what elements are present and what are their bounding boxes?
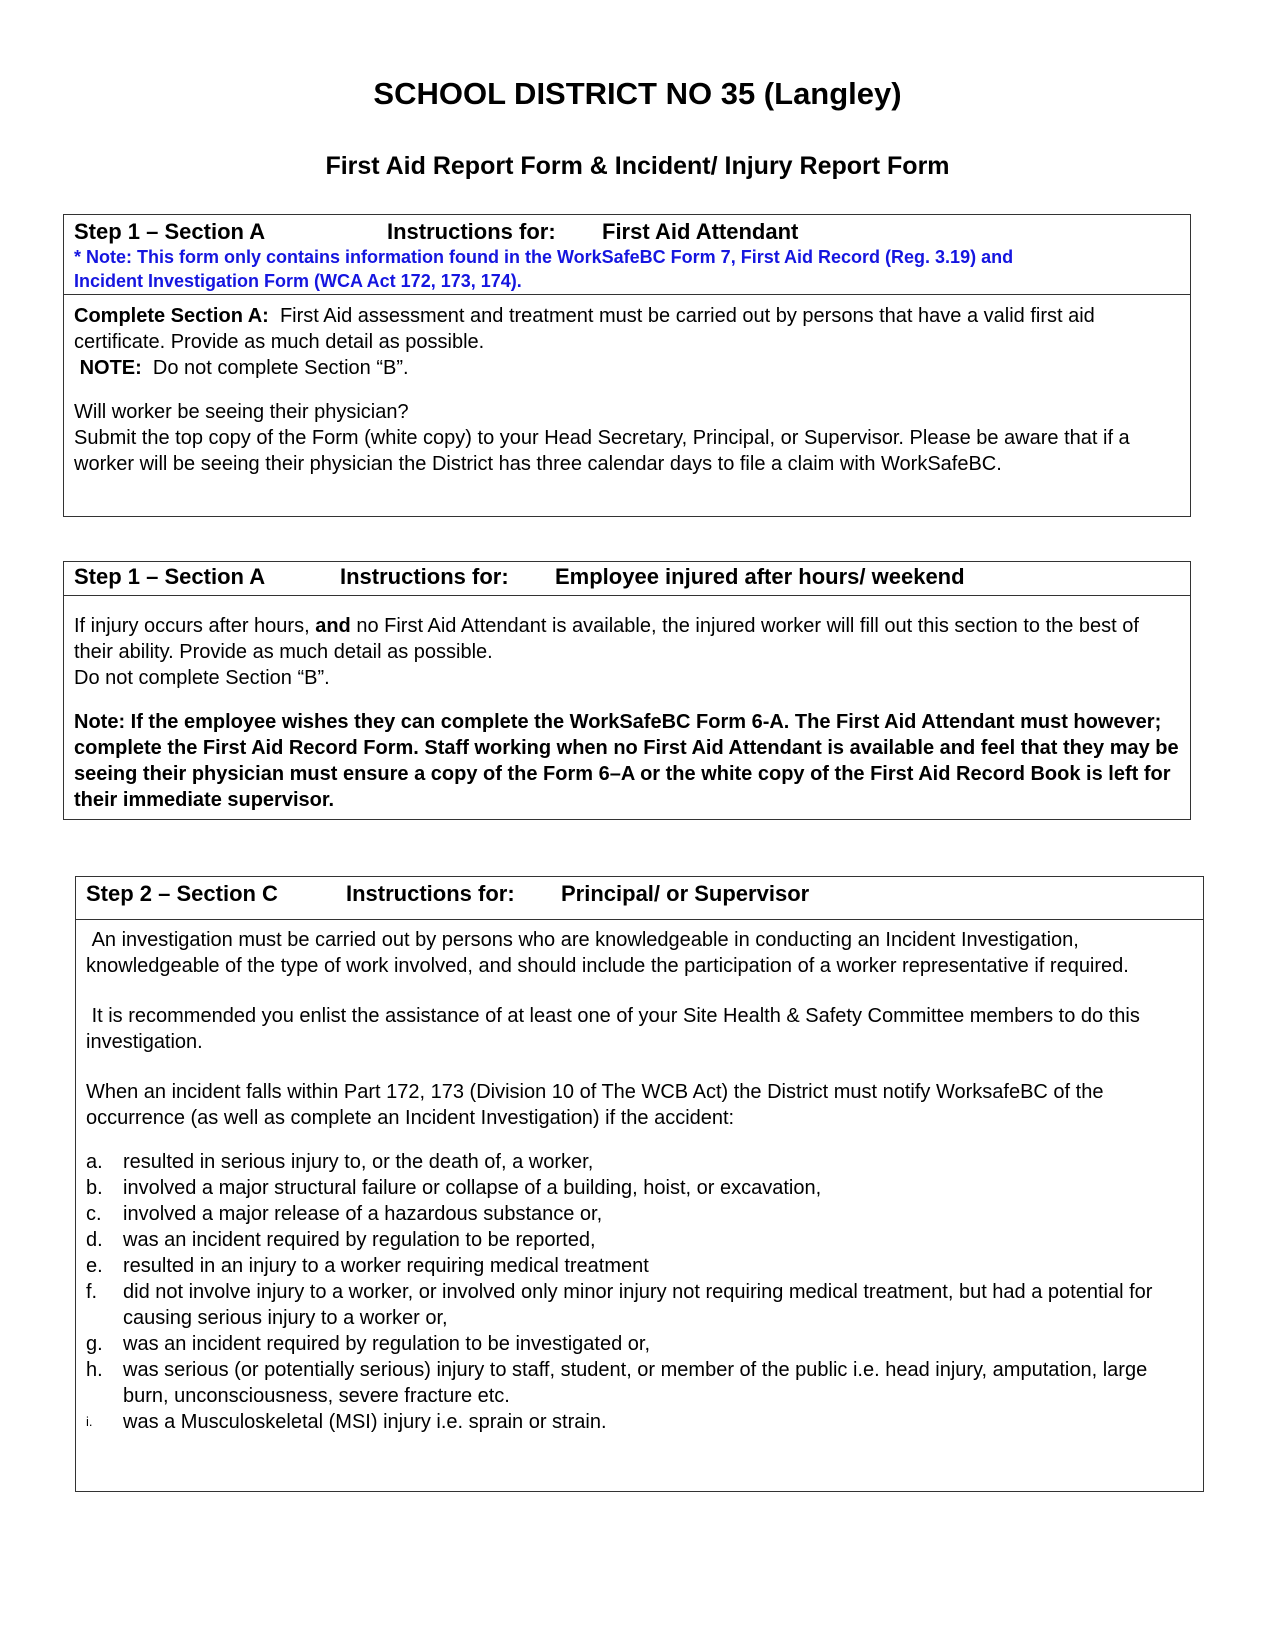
list-item-text: was serious (or potentially serious) injury to staff, student, or member of the public i.e. head injury, amputation, large burn, unconsciousness, severe fracture etc. [123,1359,1148,1407]
after-hours-and: and [315,615,351,637]
section-c-principal-header [76,877,1203,920]
complete-section-text: First Aid assessment and treatment must be carried out by persons that have a valid first aid certificate. Provide as much detail as possible. [74,305,1095,353]
page-title: SCHOOL DISTRICT NO 35 (Langley) [373,76,902,111]
worksafe-note-line2: Incident Investigation Form (WCA Act 172, 173, 174). [74,271,522,291]
step-label: Step 1 – Section A [74,564,266,589]
complete-section-paragraph [74,303,1180,355]
list-item-label: c. [86,1203,102,1225]
list-item [86,1331,1193,1357]
list-item [86,1253,1193,1279]
list-item-text: did not involve injury to a worker, or involved only minor injury not requiring medical treatment, but had a potential for causing serious injury to a worker or, [123,1281,1153,1329]
list-item-label: g. [86,1333,103,1355]
complete-section-label: Complete Section A: [74,305,269,327]
list-item-label: a. [86,1151,103,1173]
list-item [86,1201,1193,1227]
section-c-principal-box [75,876,1204,1492]
section-a-first-aid-header [64,215,1190,295]
list-item [86,1279,1193,1331]
list-item [86,1409,1193,1435]
section-a-after-hours-box [63,561,1191,820]
list-item-text: was a Musculoskeletal (MSI) injury i.e. sprain or strain. [123,1411,607,1433]
do-not-complete-note [74,355,1180,381]
section-c-principal-body [76,920,1203,1435]
list-item [86,1175,1193,1201]
note-text: Do not complete Section “B”. [152,357,409,379]
list-item-text: resulted in serious injury to, or the death of, a worker, [123,1151,594,1173]
section-a-first-aid-body [64,295,1190,477]
audience-label: Principal/ or Supervisor [561,881,810,906]
after-hours-text-a: If injury occurs after hours, [74,615,310,637]
list-item [86,1149,1193,1175]
accident-criteria-list [86,1149,1193,1435]
list-item-label: f. [86,1281,98,1303]
investigation-paragraph: An investigation must be carried out by persons who are knowledgeable in conducting an Incident Investigation, knowledgeable of the type of work involved, and should include the participation of a worker representative if required. [86,929,1129,977]
step-label: Step 2 – Section C [86,881,278,906]
list-item-label: e. [86,1255,103,1277]
instructions-for-label: Instructions for: [387,219,556,244]
section-a-after-hours-body [64,596,1190,813]
section-a-after-hours-header [64,562,1190,596]
worksafe-note-line1: * Note: This form only contains information found in the WorkSafeBC Form 7, First Aid Record (Reg. 3.19) and [74,247,1014,267]
list-item-label: i. [86,1414,93,1429]
note-label: NOTE: [79,357,142,379]
notify-paragraph: When an incident falls within Part 172, 173 (Division 10 of The WCB Act) the District must notify WorksafeBC of the occurrence (as well as complete an Incident Investigation) if the accident: [86,1081,1104,1129]
list-item [86,1227,1193,1253]
list-item-text: involved a major release of a hazardous substance or, [123,1203,603,1225]
committee-paragraph: It is recommended you enlist the assistance of at least one of your Site Health & Safety Committee members to do this investigation. [86,1005,1146,1053]
worksafe-note [74,245,1180,293]
instructions-for-label: Instructions for: [340,564,509,589]
list-item [86,1357,1193,1409]
list-item-label: d. [86,1229,103,1251]
list-item-label: h. [86,1359,103,1381]
list-item-text: involved a major structural failure or collapse of a building, hoist, or excavation, [123,1177,822,1199]
after-hours-text-b: no First Aid Attendant is available, the injured worker will fill out this section to the best of their ability. Provide as much detail as possible. [74,615,1139,663]
form-subtitle: First Aid Report Form & Incident/ Injury Report Form [325,152,950,180]
list-item-text: was an incident required by regulation to be investigated or, [123,1333,651,1355]
list-item-text: was an incident required by regulation to be reported, [123,1229,596,1251]
submit-instructions: Submit the top copy of the Form (white copy) to your Head Secretary, Principal, or Supervisor. Please be aware that if a worker will be seeing their physician the District has three calendar days to file a claim with WorkSafeBC. [74,427,1130,475]
step-label: Step 1 – Section A [74,219,266,244]
section-a-first-aid-box [63,214,1191,517]
audience-label: First Aid Attendant [602,219,799,244]
form-6a-note: Note: If the employee wishes they can complete the WorkSafeBC Form 6-A. The First Aid Attendant must however; complete the First Aid Record Form. Staff working when no First Aid Attendant is available and feel that they may be seeing their physician must ensure a copy of the Form 6–A or the white copy of the First Aid Record Book is left for their immediate supervisor. [74,711,1179,811]
list-item-text: resulted in an injury to a worker requiring medical treatment [123,1255,649,1277]
instructions-for-label: Instructions for: [346,881,515,906]
do-not-complete-note: Do not complete Section “B”. [74,667,330,689]
list-item-label: b. [86,1177,103,1199]
audience-label: Employee injured after hours/ weekend [555,564,965,589]
physician-question: Will worker be seeing their physician? [74,401,409,423]
after-hours-paragraph [74,613,1180,665]
